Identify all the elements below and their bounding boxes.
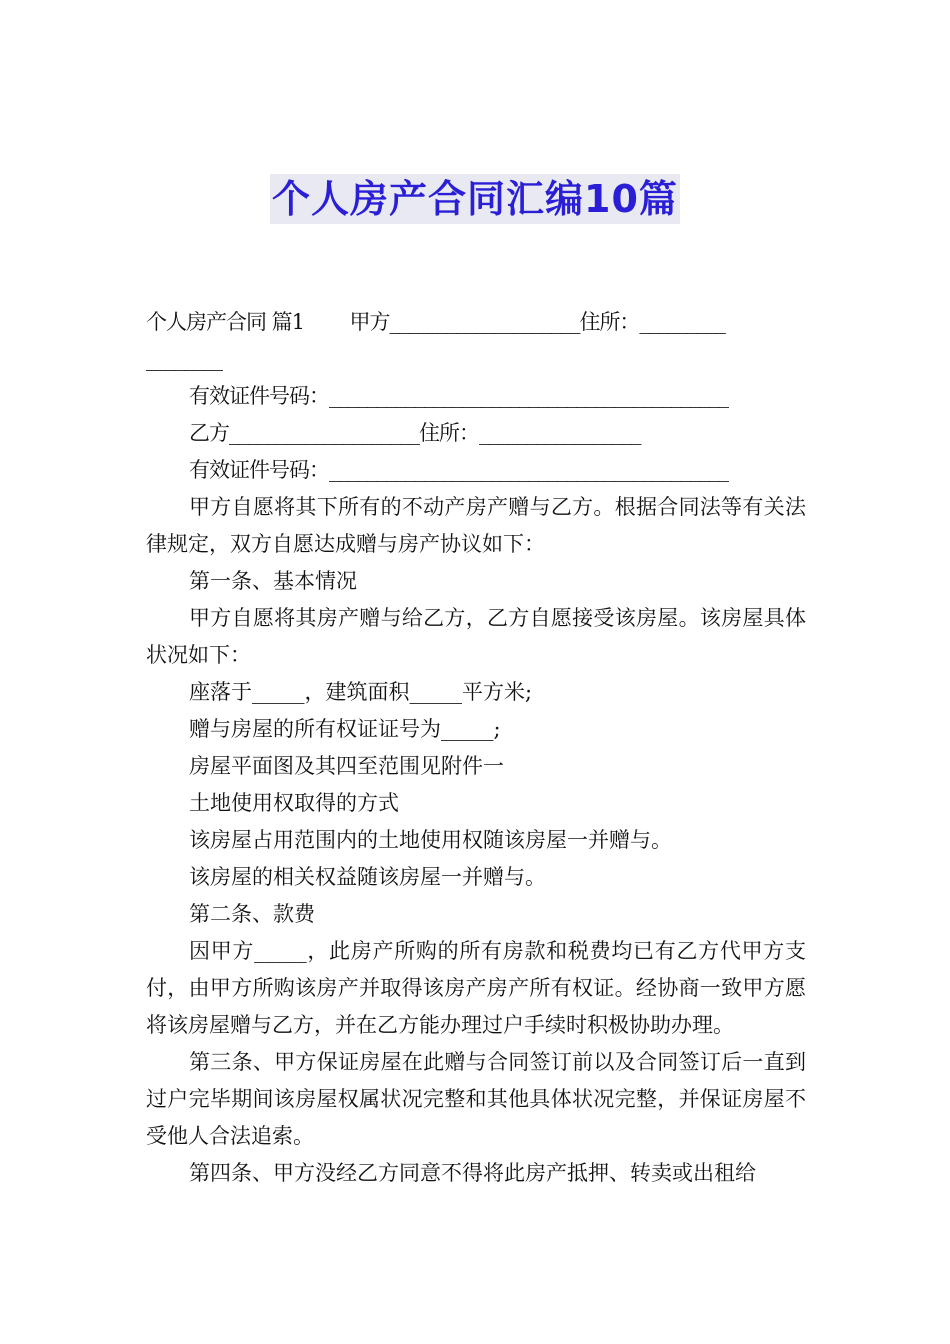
- party-a-address-continued: ________: [146, 347, 222, 371]
- party-a-id-line: 有效证件号码：__________________________________________: [189, 384, 728, 408]
- paragraph-article-3: 第三条、甲方保证房屋在此赠与合同签订前以及合同签订后一直到过户完毕期间该房屋权属状况完整和其他具体状况完整，并保证房屋不受他人合法追索。: [146, 1050, 806, 1148]
- title-block: [0, 174, 950, 224]
- article-1-heading: 第一条、基本情况: [189, 569, 357, 593]
- document-body: [146, 304, 806, 1192]
- paragraph-rights-gift: 该房屋的相关权益随该房屋一并赠与。: [189, 865, 546, 889]
- paragraph-land-gift: 该房屋占用范围内的土地使用权随该房屋一并赠与。: [189, 828, 672, 852]
- paragraph-certificate: 赠与房屋的所有权证证号为_____;: [189, 717, 501, 741]
- party-a-line: 个人房产合同 篇1 甲方____________________住所：_________: [146, 310, 725, 334]
- paragraph-floor-plan: 房屋平面图及其四至范围见附件一: [189, 754, 504, 778]
- paragraph-article-4: 第四条、甲方没经乙方同意不得将此房产抵押、转卖或出租给: [189, 1161, 756, 1185]
- article-2-heading: 第二条、款费: [189, 902, 315, 926]
- party-b-id-line: 有效证件号码：__________________________________________: [189, 458, 728, 482]
- paragraph-intro: 甲方自愿将其下所有的不动产房产赠与乙方。根据合同法等有关法律规定，双方自愿达成赠与房产协议如下：: [146, 495, 806, 556]
- party-b-line: 乙方____________________住所：_________________: [189, 421, 641, 445]
- paragraph-article-1: 甲方自愿将其房产赠与给乙方，乙方自愿接受该房屋。该房屋具体状况如下：: [146, 606, 806, 667]
- document-title: 个人房产合同汇编10篇: [270, 174, 680, 224]
- paragraph-land-use: 土地使用权取得的方式: [189, 791, 399, 815]
- paragraph-article-2: 因甲方_____，此房产所购的所有房款和税费均已有乙方代甲方支付，由甲方所购该房产并取得该房产房产所有权证。经协商一致甲方愿将该房屋赠与乙方，并在乙方能办理过户手续时积极协助办理。: [146, 939, 806, 1037]
- paragraph-location: 座落于_____，建筑面积_____平方米;: [189, 680, 533, 704]
